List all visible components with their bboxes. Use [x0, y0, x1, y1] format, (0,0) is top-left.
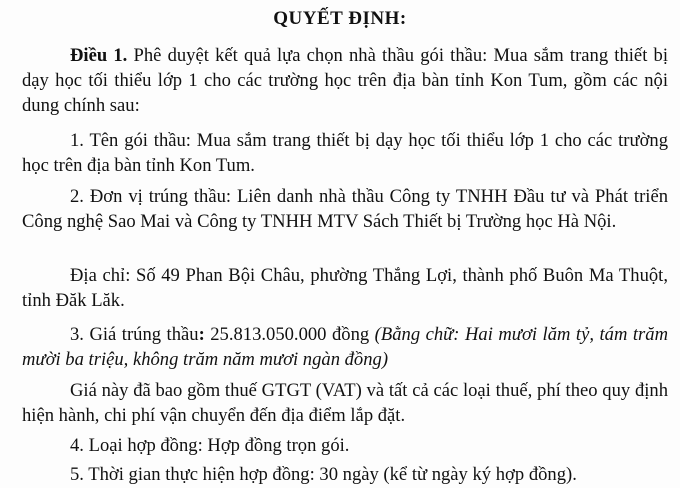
item-5-contract-duration: 5. Thời gian thực hiện hợp đồng: 30 ngày (kể từ ngày ký hợp đồng).: [70, 464, 577, 485]
document-title: QUYẾT ĐỊNH:: [273, 8, 407, 29]
price-colon: :: [198, 324, 205, 345]
item-1-package-name: 1. Tên gói thầu: Mua sắm trang thiết bị dạy học tối thiểu lớp 1 cho các trường học trên địa bàn tỉnh Kon Tum.: [22, 130, 668, 176]
article-1-paragraph: [22, 43, 668, 118]
item-3-winning-price: [22, 322, 668, 372]
price-in-words: (Bằng chữ: Hai mươi lăm tỷ, tám trăm mười ba triệu, không trăm năm mươi ngàn đồng): [22, 324, 669, 370]
price-amount: 25.813.050.000 đồng: [204, 324, 375, 345]
article-1-text: Phê duyệt kết quả lựa chọn nhà thầu gói thầu: Mua sắm trang thiết bị dạy học tối thiểu lớp 1 cho các trường học trên địa bàn tỉnh Kon Tum, gồm các nội dung chính sau:: [22, 45, 669, 116]
article-1-label: Điều 1.: [70, 45, 128, 66]
bidder-address: Địa chỉ: Số 49 Phan Bội Châu, phường Thắng Lợi, thành phố Buôn Ma Thuột, tỉnh Đăk Lăk.: [22, 265, 668, 311]
price-note: Giá này đã bao gồm thuế GTGT (VAT) và tất cả các loại thuế, phí theo quy định hiện hành, chi phí vận chuyển đến địa điểm lắp đặt.: [22, 380, 668, 426]
price-prefix: 3. Giá trúng thầu: [70, 324, 199, 345]
item-4-contract-type: 4. Loại hợp đồng: Hợp đồng trọn gói.: [70, 435, 350, 456]
item-2-winning-bidder: 2. Đơn vị trúng thầu: Liên danh nhà thầu Công ty TNHH Đầu tư và Phát triển Công nghệ Sao Mai và Công ty TNHH MTV Sách Thiết bị Trường học Hà Nội.: [22, 186, 668, 232]
